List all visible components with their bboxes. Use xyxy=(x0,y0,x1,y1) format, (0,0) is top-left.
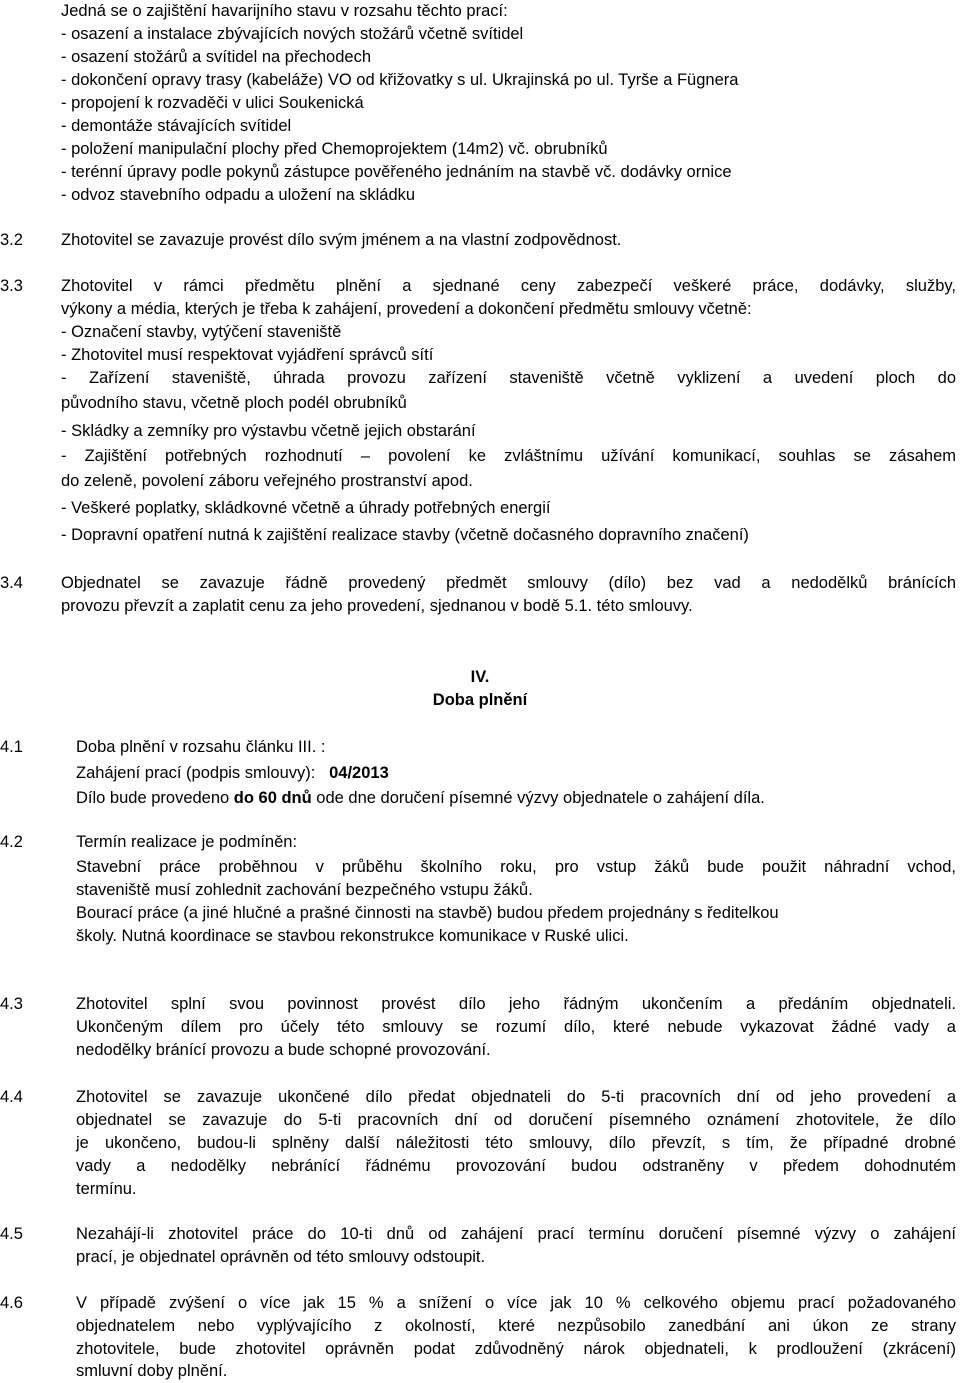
intro-item: - demontáže stávajících svítidel xyxy=(61,117,292,135)
section-3-3-bullet-cont: původního stavu, včetně ploch podél obrubníků xyxy=(61,394,407,412)
section-number: 3.3 xyxy=(0,277,23,295)
section-4-5-line: prací, je objednatel oprávněn od této smlouvy odstoupit. xyxy=(76,1248,486,1266)
section-3-3-bullet: - Dopravní opatření nutná k zajištění realizace stavby (včetně dočasného dopravního značení) xyxy=(61,526,749,544)
section-4-1-duration xyxy=(76,787,765,810)
intro-heading: Jedná se o zajištění havarijního stavu v rozsahu těchto prací: xyxy=(61,2,508,20)
intro-item: - položení manipulační plochy před Chemoprojektem (14m2) vč. obrubníků xyxy=(61,140,608,158)
section-4-6-line: V případě zvýšení o více jak 15 % a snížení o více jak 10 % celkového objemu prací požadovaného xyxy=(76,1294,956,1312)
section-4-4-line: objednatel se zavazuje do 5-ti pracovních dní od doručení písemného oznámení zhotovitele, že dílo xyxy=(76,1111,956,1129)
section-4-4-line: je ukončeno, budou-li splněny další náležitosti této smlouvy, dílo převzít, s tím, že případné drobné xyxy=(76,1134,956,1152)
section-4-6-line: smluvní doby plnění. xyxy=(76,1362,228,1380)
section-3-2-text: Zhotovitel se zavazuje provést dílo svým jménem a na vlastní zodpovědnost. xyxy=(61,231,622,249)
section-4-1-start xyxy=(76,762,389,785)
section-4-2-line: školy. Nutná koordinace se stavbou rekonstrukce komunikace v Ruské ulici. xyxy=(76,927,629,945)
section-3-3-bullet: - Zajištění potřebných rozhodnutí – povolení ke zvláštnímu užívání komunikací, souhlas se zásahem xyxy=(61,447,956,465)
section-number: 4.5 xyxy=(0,1225,23,1243)
section-4-3-line: Zhotovitel splní svou povinnost provést dílo jeho řádným ukončením a předáním objednateli. xyxy=(76,995,956,1013)
section-4-1-line: Doba plnění v rozsahu článku III. : xyxy=(76,738,326,756)
section-4-4-line: termínu. xyxy=(76,1180,137,1198)
intro-item: - osazení a instalace zbývajících nových stožárů včetně svítidel xyxy=(61,25,524,43)
intro-item: - osazení stožárů a svítidel na přechodech xyxy=(61,48,372,66)
section-4-3-line: nedodělky bránící provozu a bude schopné provozování. xyxy=(76,1041,491,1059)
section-number: 4.4 xyxy=(0,1088,23,1106)
section-number: 4.2 xyxy=(0,833,23,851)
section-3-3-bullet: - Zařízení staveniště, úhrada provozu zařízení staveniště včetně vyklizení a uvedení ploch do xyxy=(61,369,956,387)
section-number: 4.3 xyxy=(0,995,23,1013)
intro-item: - propojení k rozvaděči v ulici Soukenická xyxy=(61,94,364,112)
section-number: 3.2 xyxy=(0,231,23,249)
section-3-3-bullet: - Skládky a zemníky pro výstavbu včetně jejich obstarání xyxy=(61,422,476,440)
section-number: 4.1 xyxy=(0,738,23,756)
start-label: Zahájení prací (podpis smlouvy): xyxy=(76,764,316,782)
intro-item: - dokončení opravy trasy (kabeláže) VO od křižovatky s ul. Ukrajinská po ul. Tyrše a Fügnera xyxy=(61,71,739,89)
article-title: Doba plnění xyxy=(432,691,528,709)
section-4-6-line: zhotovitele, bude zhotovitel oprávněn podat zdůvodněný nárok objednateli, k prodloužení (zkrácení) xyxy=(76,1340,956,1358)
duration-post: ode dne doručení písemné výzvy objednatele o zahájení díla. xyxy=(311,789,765,807)
section-3-4-line: Objednatel se zavazuje řádně provedený předmět smlouvy (dílo) bez vad a nedodělků bránících xyxy=(61,574,956,592)
section-4-4-line: Zhotovitel se zavazuje ukončené dílo předat objednateli do 5-ti pracovních dní od jeho provedení a xyxy=(76,1088,956,1106)
duration-pre: Dílo bude provedeno xyxy=(76,789,234,807)
section-3-3-line: Zhotovitel v rámci předmětu plnění a sjednané ceny zabezpečí veškeré práce, dodávky, služby, xyxy=(61,277,956,295)
section-3-3-bullet: - Veškeré poplatky, skládkovné včetně a úhrady potřebných energií xyxy=(61,499,551,517)
article-number: IV. xyxy=(470,668,490,686)
section-3-4-line: provozu převzít a zaplatit cenu za jeho provedení, sjednanou v bodě 5.1. této smlouvy. xyxy=(61,597,693,615)
section-4-4-line: vady a nedodělky nebránící řádnému provozování budou odstraněny v předem dohodnutém xyxy=(76,1157,956,1175)
section-number: 4.6 xyxy=(0,1294,23,1312)
intro-item: - odvoz stavebního odpadu a uložení na skládku xyxy=(61,186,416,204)
section-3-3-bullet-cont: do zeleně, povolení záboru veřejného prostranství apod. xyxy=(61,472,473,490)
section-4-5-line: Nezahájí-li zhotovitel práce do 10-ti dnů od zahájení prací termínu doručení písemné výzvy o zahájení xyxy=(76,1225,956,1243)
section-4-3-line: Ukončeným dílem pro účely této smlouvy se rozumí dílo, které nebude vykazovat žádné vady a xyxy=(76,1018,956,1036)
intro-item: - terénní úpravy podle pokynů zástupce pověřeného jednáním na stavbě vč. dodávky ornice xyxy=(61,163,732,181)
start-value: 04/2013 xyxy=(329,764,389,782)
section-4-2-line: Bourací práce (a jiné hlučné a prašné činnosti na stavbě) budou předem projednány s ředitelkou xyxy=(76,904,779,922)
section-3-3-bullet: - Zhotovitel musí respektovat vyjádření správců sítí xyxy=(61,346,434,364)
section-3-3-line: výkony a média, kterých je třeba k zahájení, provedení a dokončení předmětu smlouvy včetně: xyxy=(61,300,752,318)
section-3-3-bullet: - Označení stavby, vytýčení staveniště xyxy=(61,323,342,341)
section-4-2-line: staveniště musí zohlednit zachování bezpečného vstupu žáků. xyxy=(76,881,533,899)
section-number: 3.4 xyxy=(0,574,23,592)
duration-days: do 60 dnů xyxy=(233,789,312,807)
section-4-2-line: Stavební práce proběhnou v průběhu školního roku, pro vstup žáků bude použit náhradní vchod, xyxy=(76,858,956,876)
section-4-2-line: Termín realizace je podmíněn: xyxy=(76,833,298,851)
section-4-6-line: objednatelem nebo vyplývajícího z okolností, které nezpůsobilo zanedbání ani úkon ze strany xyxy=(76,1317,956,1335)
